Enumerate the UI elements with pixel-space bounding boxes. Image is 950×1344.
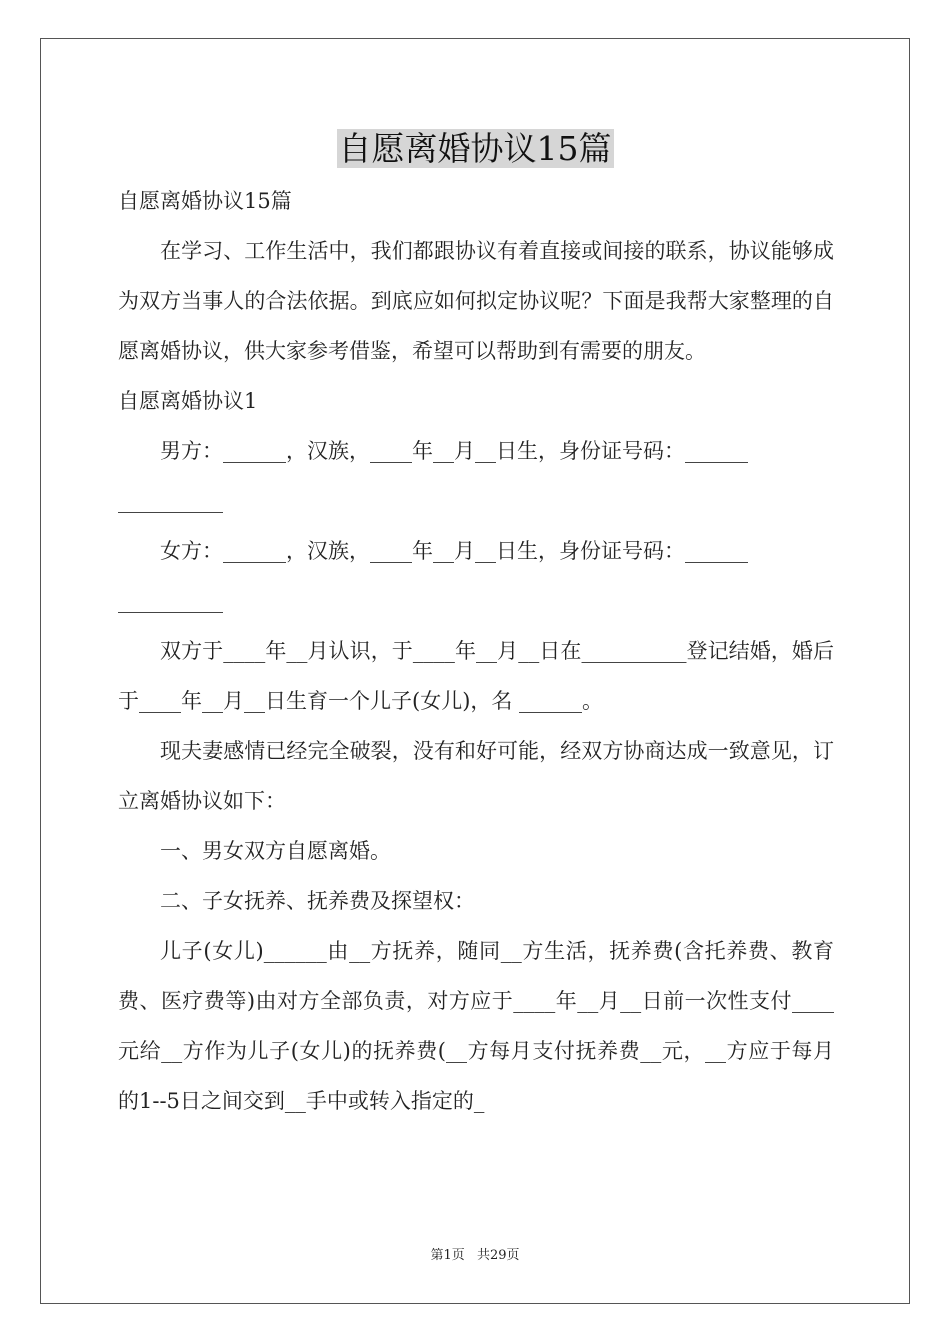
document-body — [118, 176, 834, 1126]
paragraph: __________ — [118, 489, 223, 513]
paragraph: 一、男女双方自愿离婚。 — [160, 839, 391, 863]
page-number: 第1页 — [430, 1248, 465, 1263]
paragraph: 在学习、工作生活中，我们都跟协议有着直接或间接的联系，协议能够成为双方当事人的合法依据。到底应如何拟定协议呢？下面是我帮大家整理的自愿离婚协议，供大家参考借鉴，希望可以帮助到有需要的朋友。 — [118, 239, 834, 363]
page-footer — [0, 1246, 950, 1266]
paragraph: 自愿离婚协议15篇 — [118, 189, 292, 213]
paragraph: 男方：______，汉族，____年__月__日生，身份证号码：______ — [160, 439, 748, 463]
paragraph: 自愿离婚协议1 — [118, 389, 258, 413]
paragraph: __________ — [118, 589, 223, 613]
paragraph: 现夫妻感情已经完全破裂，没有和好可能，经双方协商达成一致意见，订立离婚协议如下： — [118, 739, 834, 813]
page-total: 共29页 — [476, 1248, 520, 1263]
document-title-text: 自愿离婚协议15篇 — [338, 129, 612, 168]
document-title — [0, 126, 950, 172]
paragraph: 女方：______，汉族，____年__月__日生，身份证号码：______ — [160, 539, 748, 563]
paragraph: 儿子(女儿)______由__方抚养，随同__方生活，抚养费(含托养费、教育费、医疗费等)由对方全部负责，对方应于____年__月__日前一次性支付____元给__方作为儿子(女儿)的抚养费(__方每月支付抚养费__元，__方应于每月的1--5日之间交到__手中或转入指定的_ — [118, 939, 834, 1113]
paragraph: 双方于____年__月认识，于____年__月__日在__________登记结婚，婚后于____年__月__日生育一个儿子(女儿)，名 ______。 — [118, 639, 834, 713]
paragraph: 二、子女抚养、抚养费及探望权： — [160, 889, 475, 913]
